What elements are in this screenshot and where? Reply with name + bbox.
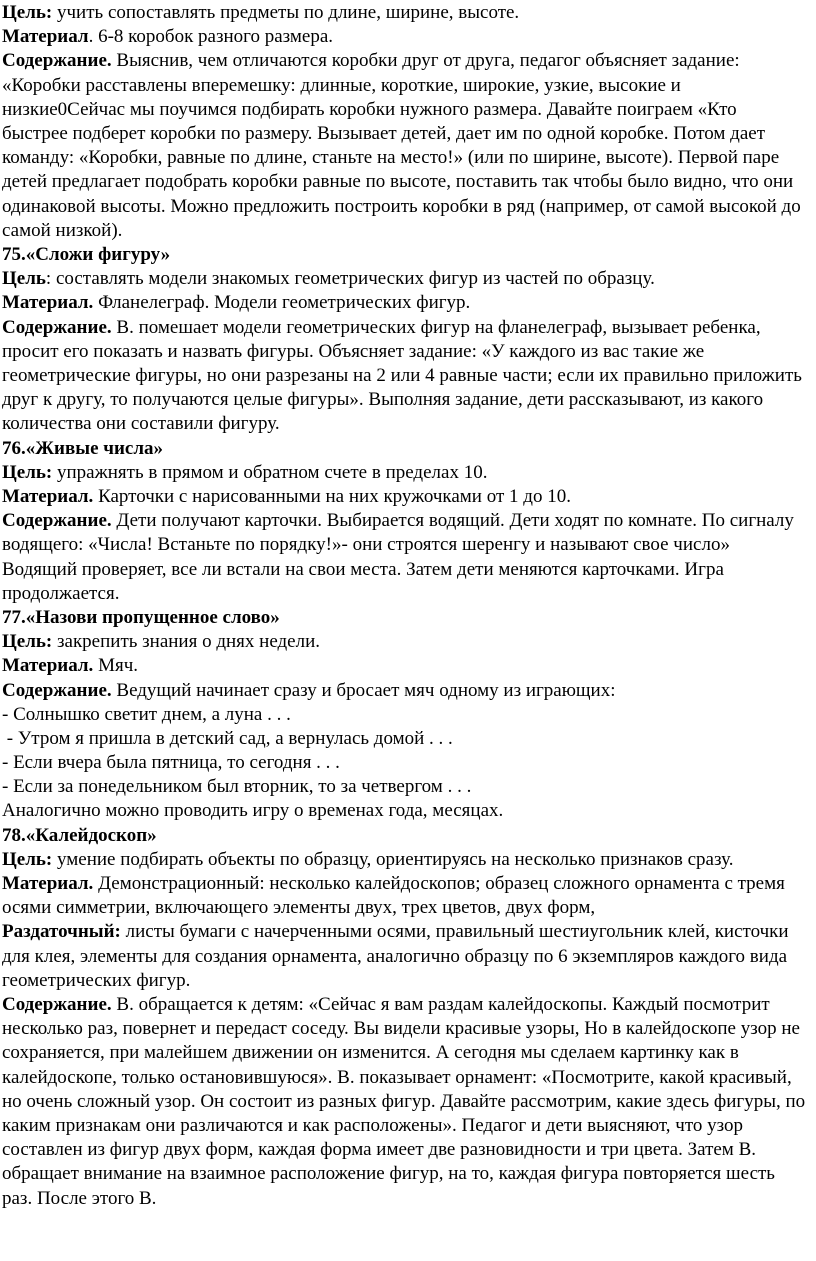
goal-text: : составлять модели знакомых геометрических фигур из частей по образцу.: [45, 268, 655, 290]
closing-paragraph: Аналогично можно проводить игру о временах года, месяцах.: [2, 800, 504, 822]
handout-text: листы бумаги с начерченными осями, правильный шестиугольник клей, кисточки для клея, элементы для создания орнамента, аналогично образцу по 6 экземпляров каждого вида геометрических фигур.: [2, 921, 789, 991]
goal-paragraph: [2, 267, 806, 291]
goal-text: учить сопоставлять предметы по длине, ширине, высоте.: [52, 2, 520, 23]
material-paragraph: [2, 291, 806, 315]
goal-label: Цель:: [2, 848, 53, 870]
material-label: Материал.: [2, 292, 94, 314]
list-item: - Утром я пришла в детский сад, а вернулась домой . . .: [2, 727, 453, 749]
goal-paragraph: [2, 461, 806, 485]
list-item: - Если за понедельником был вторник, то за четвергом . . .: [2, 776, 472, 798]
content-label: Содержание.: [2, 510, 112, 532]
content-label: Содержание.: [2, 316, 112, 338]
goal-label: Цель: [2, 268, 46, 290]
content-paragraph: [2, 679, 806, 703]
section-76-title: 76.«Живые числа»: [2, 437, 164, 459]
material-text: Фланелеграф. Модели геометрических фигур.: [93, 292, 471, 314]
goal-label: Цель:: [2, 631, 53, 653]
content-paragraph: [2, 993, 806, 1211]
material-text: Мяч.: [93, 655, 139, 677]
content-label: Содержание.: [2, 994, 112, 1016]
goal-paragraph: [2, 630, 806, 654]
material-label: Материал.: [2, 655, 94, 677]
list-item: - Солнышко светит днем, а луна . . .: [2, 703, 291, 725]
goal-paragraph: [2, 848, 806, 872]
content-text: Дети получают карточки. Выбирается водящий. Дети ходят по комнате. По сигналу водящего: «Числа! Встаньте по порядку!»- они строятся шеренгу и называют свое число» Водящий проверяет, все ли встали на свои места. Затем дети меняются карточками. Игра продолжается.: [2, 510, 794, 604]
goal-paragraph: [2, 1, 806, 25]
goal-text: упражнять в прямом и обратном счете в пределах 10.: [52, 461, 488, 483]
material-paragraph: [2, 872, 806, 920]
content-paragraph: [2, 49, 806, 243]
section-title: [2, 824, 806, 848]
content-text: Выяснив, чем отличаются коробки друг от друга, педагог объясняет задание: «Коробки расставлены вперемешку: длинные, короткие, широкие, узкие, высокие и низкие0Сейчас мы поучимся подбирать коробки нужного размера. Давайте поиграем «Кто быстрее подберет коробки по размеру. Вызывает детей, дает им по одной коробке. Потом дает команду: «Коробки, равные по длине, станьте на место!» (или по ширине, высоте). Первой паре детей предлагает подобрать коробки равные по высоте, поставить так чтобы было видно, что они одинаковой высоты. Можно предложить построить коробки в ряд (например, от самой высокой до самой низкой).: [2, 50, 801, 241]
material-label: Материал.: [2, 873, 94, 895]
goal-text: закрепить знания о днях недели.: [52, 631, 321, 653]
material-label: Материал.: [2, 485, 94, 507]
section-77-title: 77.«Назови пропущенное слово»: [2, 606, 280, 628]
section-title: [2, 606, 806, 630]
content-paragraph: [2, 316, 806, 437]
content-label: Содержание.: [2, 679, 112, 701]
material-paragraph: [2, 485, 806, 509]
section-title: [2, 437, 806, 461]
section-title: [2, 243, 806, 267]
content-text: В. помешает модели геометрических фигур на фланелеграф, вызывает ребенка, просит его показать и назвать фигуры. Объясняет задание: «У каждого из вас такие же геометрические фигуры, но они разрезаны на 2 или 4 равные части; если их правильно приложить друг к другу, то получаются целые фигуры». Выполняя задание, дети рассказывают, из какого количества они составили фигуру.: [2, 316, 802, 435]
list-item: - Если вчера была пятница, то сегодня . . .: [2, 752, 340, 774]
material-text: . 6-8 коробок разного размера.: [88, 26, 334, 48]
section-75-title: 75.«Сложи фигуру»: [2, 244, 171, 265]
material-paragraph: [2, 654, 806, 678]
content-text: Ведущий начинает сразу и бросает мяч одному из играющих:: [111, 679, 616, 701]
content-paragraph: [2, 509, 806, 606]
handout-label: Раздаточный:: [2, 921, 121, 943]
material-paragraph: [2, 25, 806, 49]
material-text: Демонстрационный: несколько калейдоскопов; образец сложного орнамента с тремя осями симметрии, включающего элементы двух, трех цветов, двух форм,: [2, 873, 785, 919]
material-label: Материал: [2, 26, 89, 48]
goal-label: Цель:: [2, 2, 53, 23]
handout-paragraph: [2, 920, 806, 993]
goal-text: умение подбирать объекты по образцу, ориентируясь на несколько признаков сразу.: [52, 848, 734, 870]
content-label: Содержание.: [2, 50, 112, 72]
goal-label: Цель:: [2, 461, 53, 483]
material-text: Карточки с нарисованными на них кружочками от 1 до 10.: [93, 485, 571, 507]
content-text: В. обращается к детям: «Сейчас я вам раздам калейдоскопы. Каждый посмотрит несколько раз, повернет и передаст соседу. Вы видели красивые узоры, Но в калейдоскопе узор не сохраняется, при малейшем движении он изменится. А сегодня мы сделаем картинку как в калейдоскопе, только остановившуюся». В. показывает орнамент: «Посмотрите, какой красивый, но очень сложный узор. Он состоит из разных фигур. Давайте рассмотрим, какие здесь фигуры, по каким признакам они различаются и как расположены». Педагог и дети выясняют, что узор составлен из фигур двух форм, каждая форма имеет две разновидности и три цвета. Затем В. обращает внимание на взаимное расположение фигур, на то, каждая фигура повторяется шесть раз. После этого В.: [2, 994, 806, 1209]
section-78-title: 78.«Калейдоскоп»: [2, 824, 157, 846]
